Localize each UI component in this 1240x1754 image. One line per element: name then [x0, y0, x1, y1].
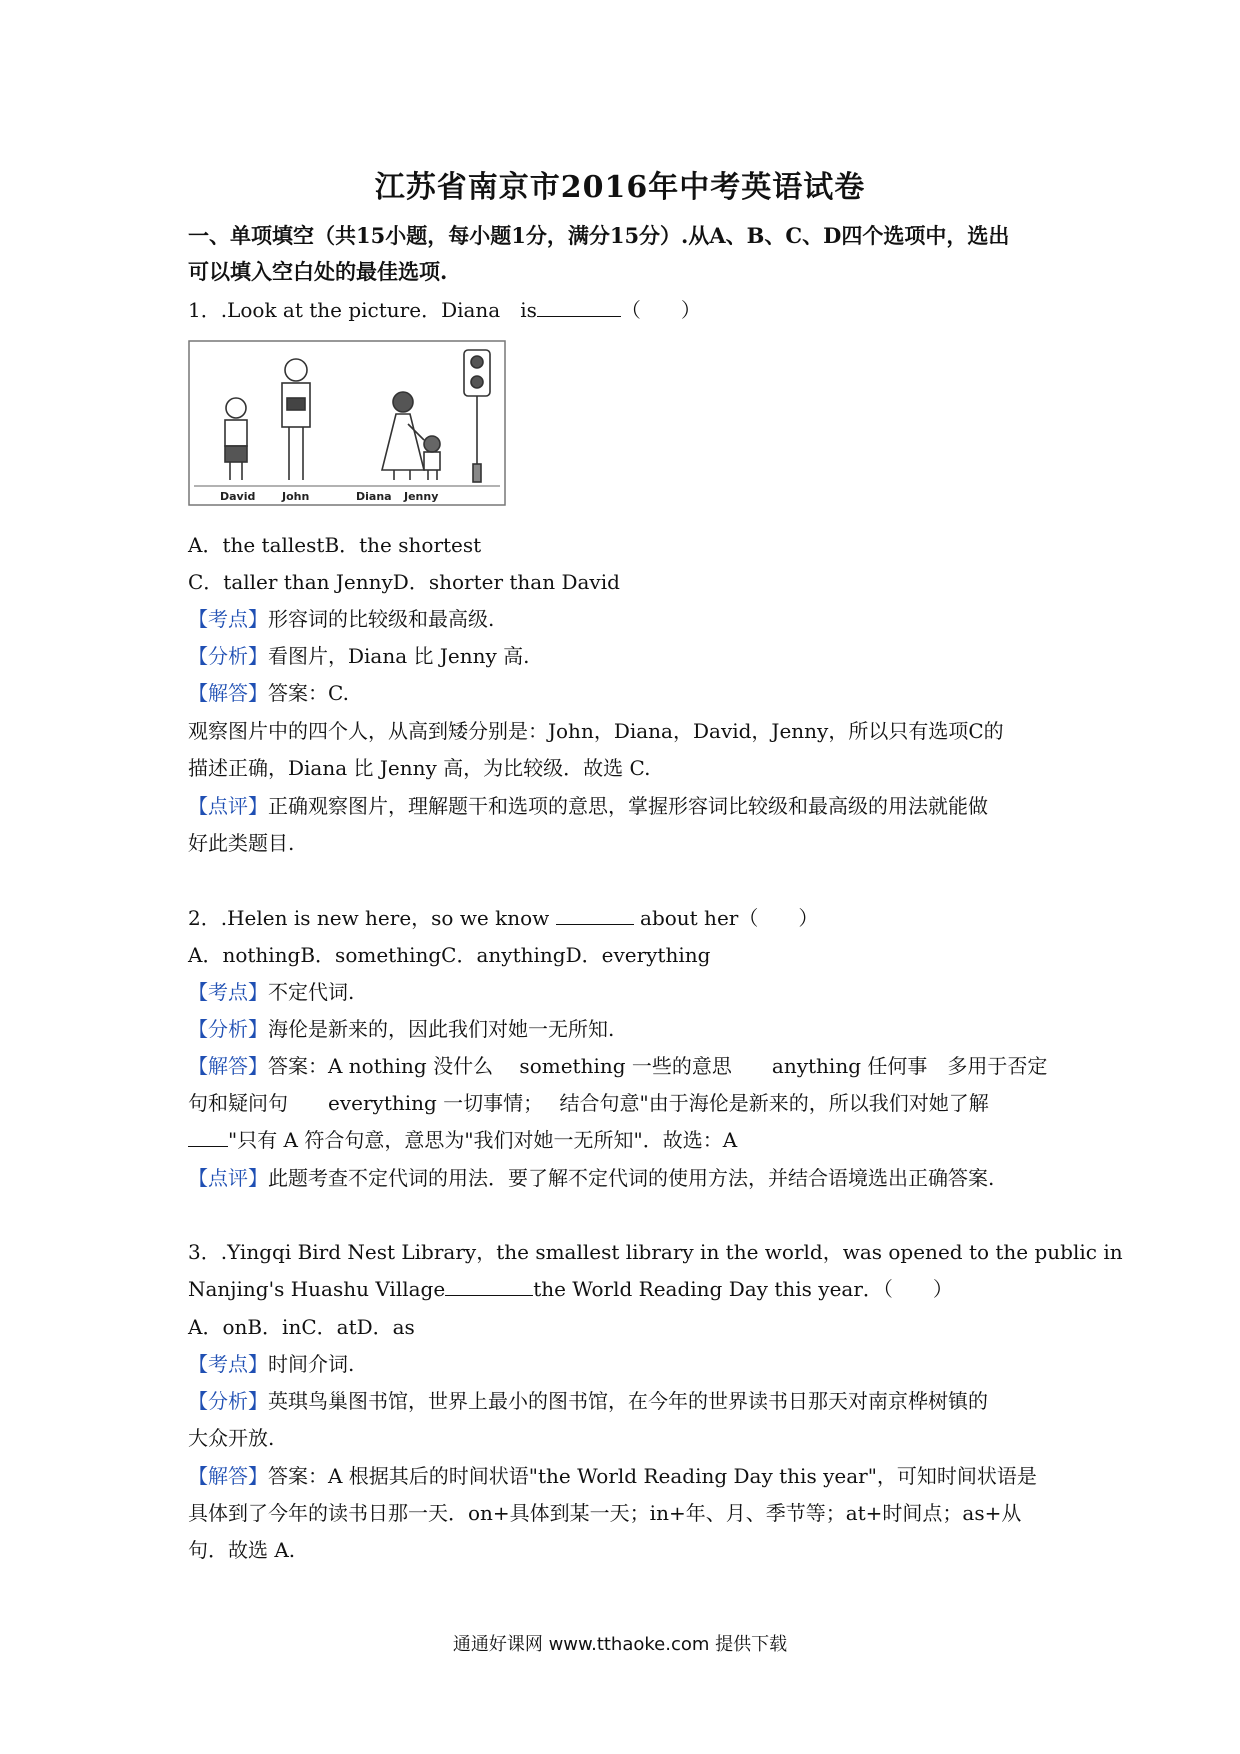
dianping-tag: 【点评】: [188, 794, 268, 818]
q3-kaodian-text: 时间介词.: [268, 1352, 355, 1376]
q1-dianping: [188, 791, 1068, 821]
q1-fenxi: [188, 641, 1068, 671]
q2-jieda-line3: [188, 1125, 1068, 1155]
q2-jieda-line3-text: "只有 A 符合句意，意思为"我们对她一无所知"．故选：A: [228, 1128, 738, 1152]
q2-options: A．nothingB．somethingC．anythingD．everything: [188, 943, 711, 967]
q1-kaodian: [188, 604, 1068, 634]
jieda-tag: 【解答】: [188, 1054, 268, 1078]
q3-fenxi-text: 英琪鸟巢图书馆，世界上最小的图书馆，在今年的世界读书日那天对南京桦树镇的: [268, 1389, 988, 1413]
q1-jieda: [188, 678, 1068, 708]
q3-stem-line2: [188, 1274, 1068, 1304]
q3-blank: [445, 1277, 533, 1296]
label-david: David: [220, 490, 256, 503]
q1-dianping-line2: 好此类题目.: [188, 831, 295, 855]
kaodian-tag: 【考点】: [188, 1352, 268, 1376]
q3-jieda-line2: 具体到了今年的读书日那一天．on+具体到某一天；in+年、月、季节等；at+时间点；as+从: [188, 1501, 1022, 1525]
q3-kaodian: [188, 1349, 1068, 1379]
q1-fenxi-text: 看图片，Diana 比 Jenny 高.: [268, 644, 530, 668]
fenxi-tag: 【分析】: [188, 1389, 268, 1413]
jieda-tag: 【解答】: [188, 1464, 268, 1488]
q2-fenxi-text: 海伦是新来的，因此我们对她一无所知.: [268, 1017, 615, 1041]
q2-kaodian-text: 不定代词.: [268, 980, 355, 1004]
q3-jieda-line3: 句．故选 A.: [188, 1538, 296, 1562]
label-diana: Diana: [356, 490, 392, 503]
q2-blank: [556, 906, 634, 925]
section-heading-line1: 一、单项填空（共15小题，每小题1分，满分15分）.从A、B、C、D四个选项中，选出: [188, 223, 1010, 248]
q1-options-line1: A．the tallestB．the shortest: [188, 533, 482, 557]
q1-dianping-text: 正确观察图片，理解题干和选项的意思，掌握形容词比较级和最高级的用法就能做: [268, 794, 988, 818]
q3-stem-text-a: Nanjing's Huashu Village: [188, 1277, 446, 1301]
q1-jieda-text: 答案：C.: [268, 681, 349, 705]
page-footer: 通通好课网 www.tthaoke.com 提供下载: [452, 1634, 788, 1655]
q2-fenxi: [188, 1014, 1068, 1044]
q1-paren: （ ）: [620, 298, 701, 322]
jieda-tag: 【解答】: [188, 681, 268, 705]
q2-stem-text-a: 2．.Helen is new here，so we know: [188, 906, 550, 930]
section-heading-line2: 可以填入空白处的最佳选项.: [188, 259, 448, 284]
q1-stem: [188, 295, 1068, 325]
q2-stem-text-b: about her（ ）: [640, 906, 819, 930]
q3-options: A．onB．inC．atD．as: [188, 1315, 415, 1339]
q1-explain-line1: 观察图片中的四个人，从高到矮分别是：John，Diana，David，Jenny，所以只有选项C的: [188, 719, 1004, 743]
q1-illustration: [188, 340, 506, 506]
q3-stem-text-b: the World Reading Day this year．（ ）: [533, 1277, 953, 1301]
q1-options-line2: C．taller than JennyD．shorter than David: [188, 570, 620, 594]
label-john: John: [282, 490, 310, 503]
q1-explain-line2: 描述正确，Diana 比 Jenny 高，为比较级．故选 C.: [188, 756, 651, 780]
q3-jieda: [188, 1461, 1068, 1491]
q1-kaodian-text: 形容词的比较级和最高级.: [268, 607, 495, 631]
q3-fenxi-line2: 大众开放.: [188, 1426, 275, 1450]
q2-jieda-text: 答案：A nothing 没什么 something 一些的意思 anything 任何事 多用于否定: [268, 1054, 1048, 1078]
q2-stem: [188, 903, 1068, 933]
q1-picture: [188, 340, 506, 506]
label-jenny: Jenny: [404, 490, 439, 503]
q3-stem-line1: 3．.Yingqi Bird Nest Library，the smallest library in the world，was opened to the public in: [188, 1240, 1123, 1264]
q2-jieda: [188, 1051, 1068, 1081]
kaodian-tag: 【考点】: [188, 607, 268, 631]
fenxi-tag: 【分析】: [188, 1017, 268, 1041]
q3-jieda-text: 答案：A 根据其后的时间状语"the World Reading Day this year"，可知时间状语是: [268, 1464, 1037, 1488]
q2-jieda-blank: [188, 1128, 228, 1147]
q2-dianping-text: 此题考查不定代词的用法．要了解不定代词的使用方法，并结合语境选出正确答案.: [268, 1166, 995, 1190]
fenxi-tag: 【分析】: [188, 644, 268, 668]
q2-dianping: [188, 1163, 1068, 1193]
q1-blank: [537, 298, 621, 317]
q2-kaodian: [188, 977, 1068, 1007]
q3-fenxi: [188, 1386, 1068, 1416]
q2-jieda-line2: 句和疑问句 everything 一切事情； 结合句意"由于海伦是新来的，所以我们对她了解: [188, 1091, 989, 1115]
dianping-tag: 【点评】: [188, 1166, 268, 1190]
page-title: 江苏省南京市2016年中考英语试卷: [374, 170, 866, 205]
q1-stem-text: 1．.Look at the picture．Diana is: [188, 298, 537, 322]
kaodian-tag: 【考点】: [188, 980, 268, 1004]
